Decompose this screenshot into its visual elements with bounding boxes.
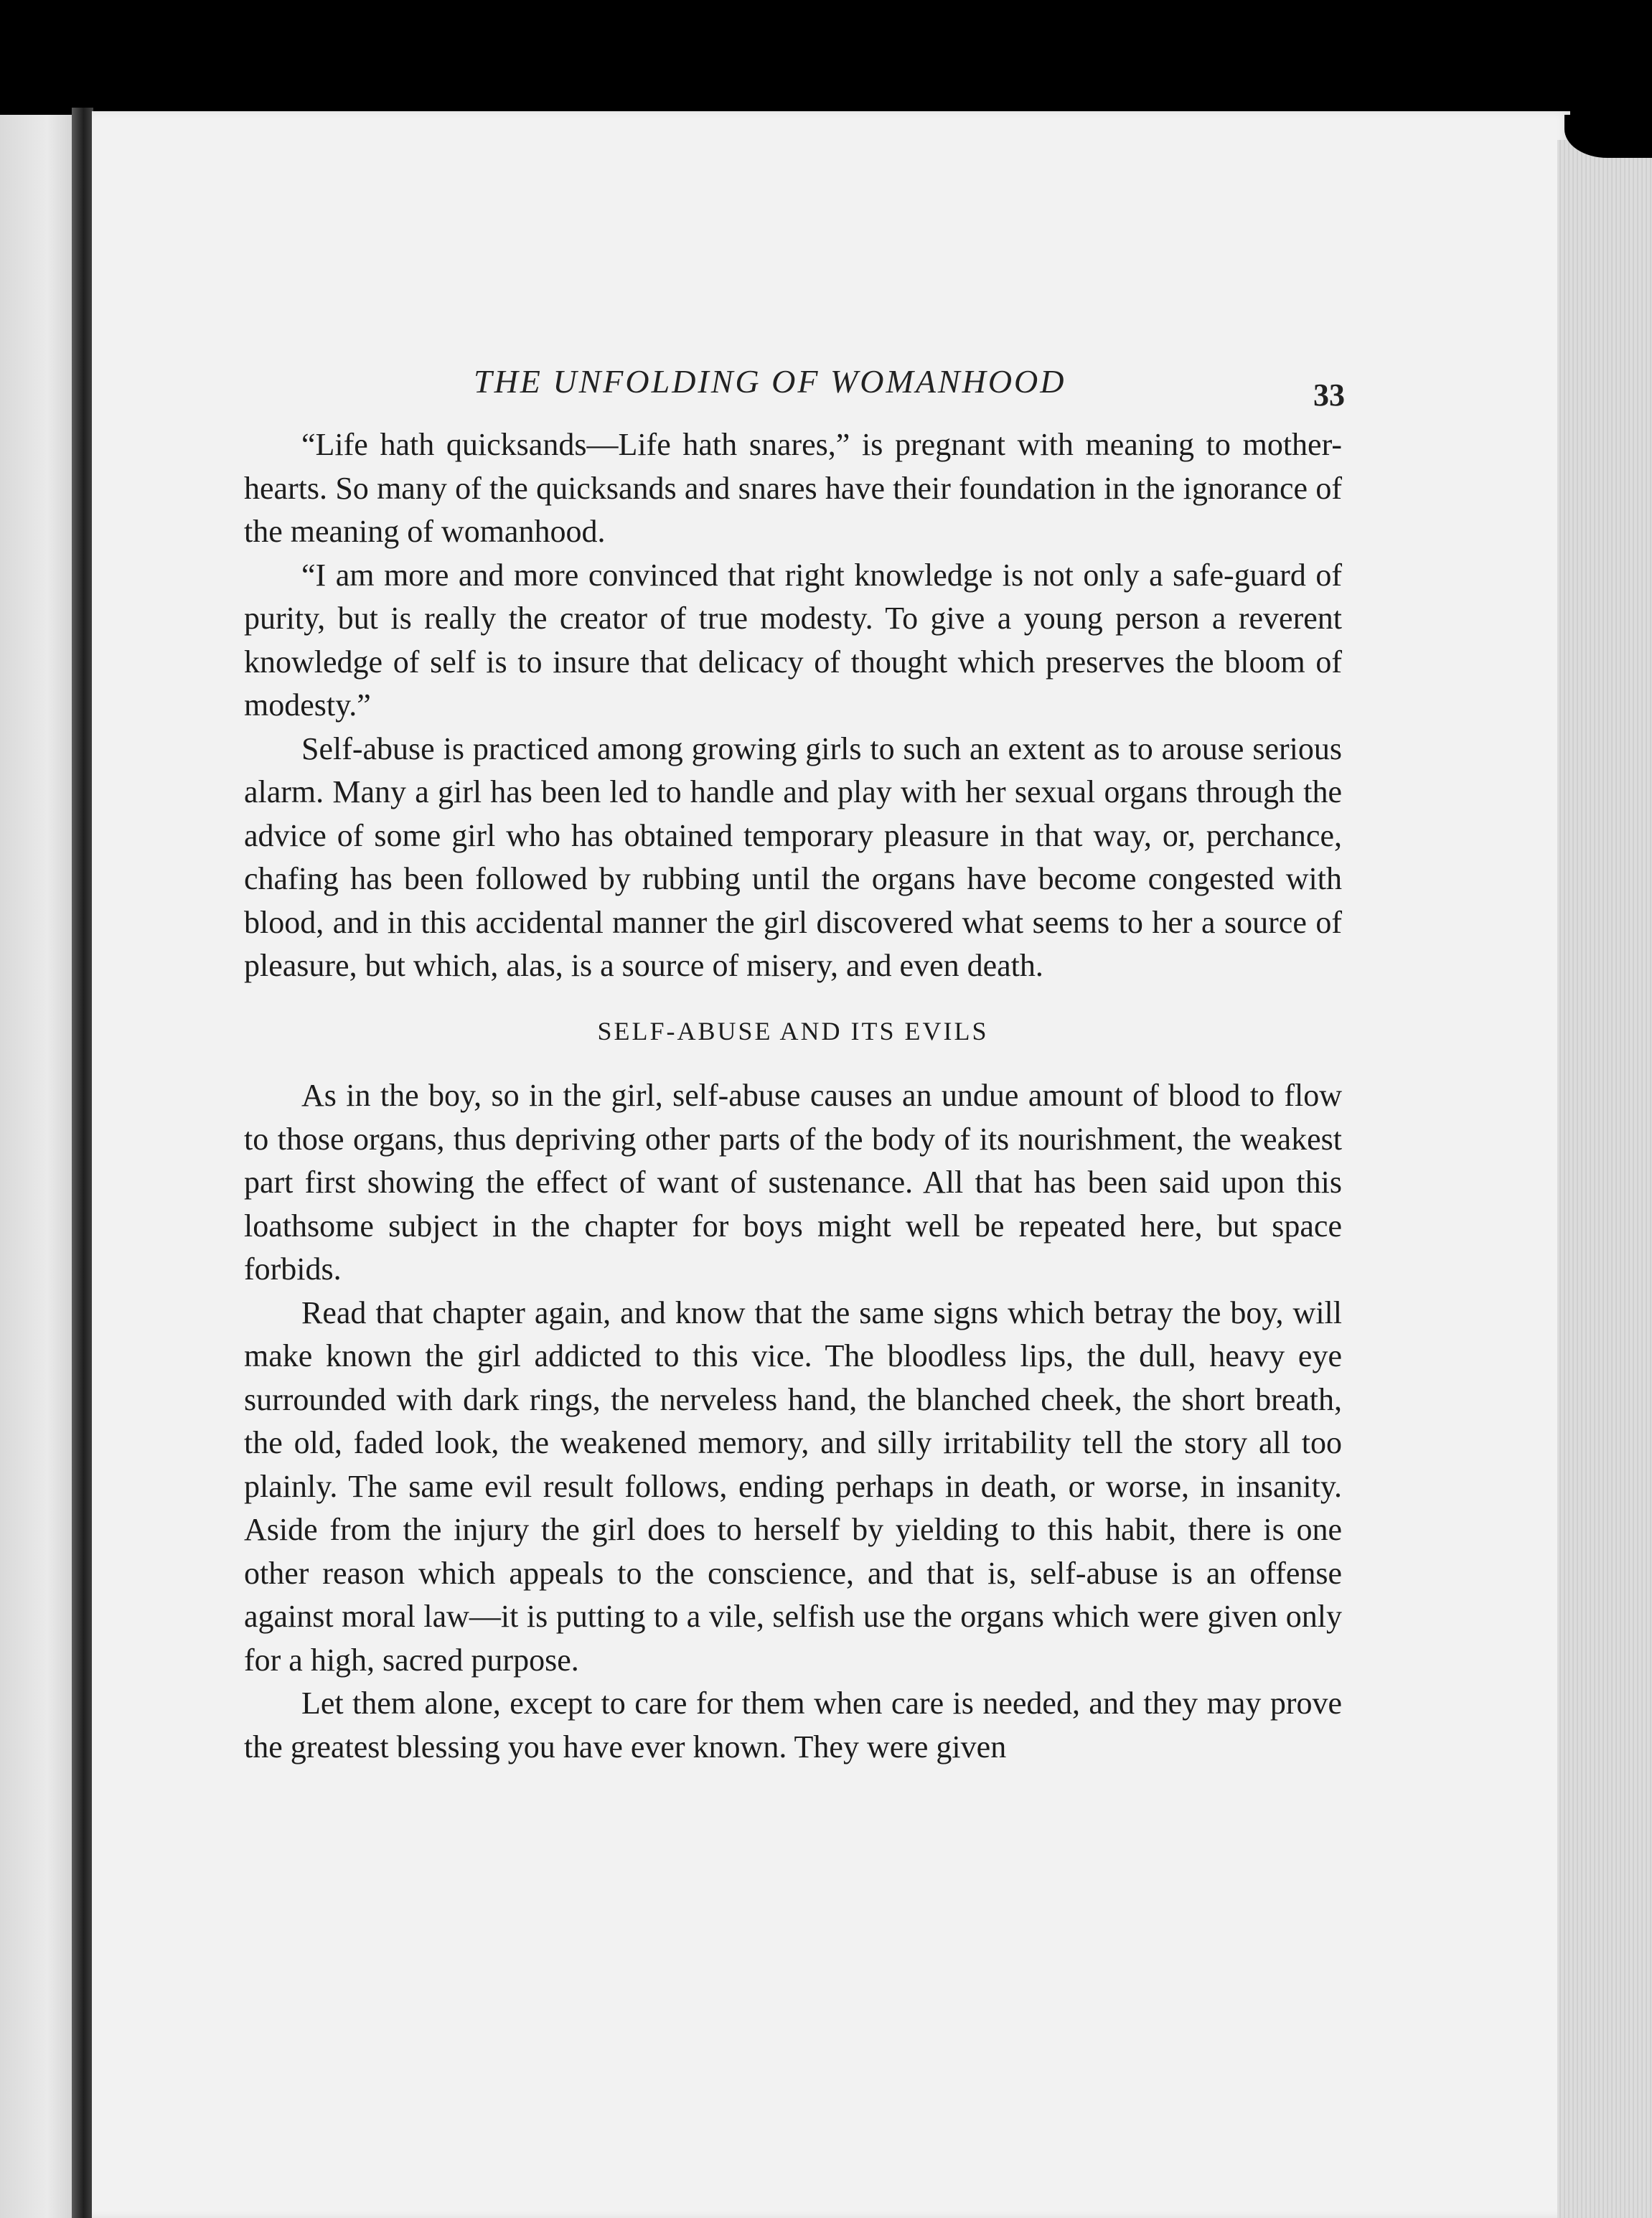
- paragraph: “I am more and more convinced that right knowledge is not only a safe-guard of purity, but is really the creator of true modesty. To give a young person a reverent knowledge of self is to insure that delicacy of thought which preserves the bloom of modesty.”: [244, 557, 1342, 723]
- section-heading: SELF-ABUSE AND ITS EVILS: [597, 1016, 989, 1045]
- paragraph: Read that chapter again, and know that the same signs which betray the boy, will make known the girl addicted to this vice. The bloodless lips, the dull, heavy eye surrounded with dark rings, the nerveless hand, the blanched cheek, the short breath, the old, faded look, the weakened memory, and silly irritability tell the story all too plainly. The same evil result follows, ending perhaps in death, or worse, in insanity. Aside from the injury the girl does to herself by yielding to this habit, there is one other reason which appeals to the conscience, and that is, self-abuse is an offense against moral law—it is putting to a vile, selfish use the organs which were given only for a high, sacred purpose.: [244, 1294, 1342, 1678]
- paragraph: “Life hath quicksands—Life hath snares,” is pregnant with meaning to mother-hearts. So many of the quicksands and snares have their foundation in the ignorance of the meaning of womanhood.: [244, 427, 1342, 549]
- page-number: 33: [1313, 377, 1345, 413]
- body-text: [244, 423, 1342, 1769]
- running-head: THE UNFOLDING OF WOMANHOOD: [474, 363, 1066, 400]
- facing-page-edge: [0, 115, 79, 2218]
- paragraph: Self-abuse is practiced among growing girls to such an extent as to arouse serious alarm. Many a girl has been led to handle and play with her sexual organs through the advice of some girl who has obtained temporary pleasure in that way, or, perchance, chafing has been followed by rubbing until the organs have become congested with blood, and in this accidental manner the girl discovered what seems to her a source of pleasure, but which, alas, is a source of misery, and even death.: [244, 730, 1342, 983]
- paragraph: As in the boy, so in the girl, self-abuse causes an undue amount of blood to flow to those organs, thus depriving other parts of the body of its nourishment, the weakest part first showing the effect of want of sustenance. All that has been said upon this loathsome subject in the chapter for boys might well be repeated here, but space forbids.: [244, 1078, 1342, 1287]
- book-gutter: [72, 108, 93, 2218]
- page-fore-edge: [1557, 140, 1652, 2218]
- paragraph: Let them alone, except to care for them when care is needed, and they may prove the greatest blessing you have ever known. They were given: [244, 1686, 1342, 1764]
